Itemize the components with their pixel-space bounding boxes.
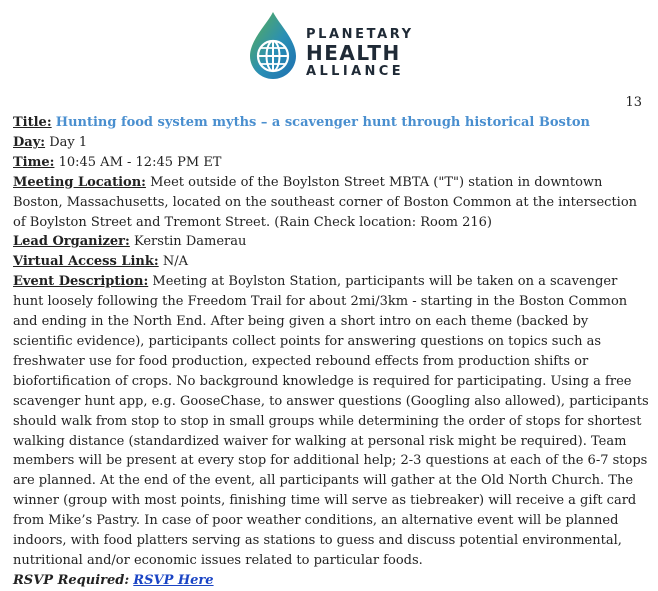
water-drop-globe-icon [246,10,300,82]
logo-line-health: HEALTH [306,41,401,65]
organizer-label: Lead Organizer: [13,234,130,250]
event-title: Hunting food system myths – a scavenger hunt through historical Boston [55,115,590,130]
day-label: Day: [13,134,46,150]
event-description: Meeting at Boylston Station, participants will be taken on a scavenger hunt loosely following the Freedom Trail for about 2mi/3km - starting in the Boston Common and ending in the North End. After being given a short intro on each theme (backed by scientific evidence), participants collect points for answering questions on topics such as freshwater use for food production, expected rebound effects from production shifts or biofortification of crops. No background knowledge is required for participating. Using a free scavenger hunt app, e.g. GooseChase, to answer questions (Googling also allowed), participants should walk from stop to stop in small groups while determining the order of stops for shortest walking distance (standardized waiver for walking at personal risk might be required). Team members will be present at every stop for additional help; 2-3 questions at each of the 6-7 stops are planned. At the end of the event, all participants will gather at the Old North Church. The winner (group with most points, finishing time will serve as tiebreaker) will receive a gift card from Mike’s Pastry. In case of poor weather conditions, an alternative event will be planned indoors, with food platters serving as stations to guess and discuss potential environmental, nutritional and/or economic issues related to particular foods. [13,274,649,568]
organizer-row [13,232,649,252]
event-details [13,113,649,591]
rsvp-label: RSVP Required: [13,572,130,588]
rsvp-link[interactable]: RSVP Here [133,572,214,588]
description-label: Event Description: [13,274,149,290]
event-virtual-link: N/A [162,254,188,270]
page-number: 13 [625,95,642,110]
planetary-health-alliance-logo [246,10,414,82]
event-organizer: Kerstin Damerau [133,234,247,250]
day-row [13,133,649,153]
time-row [13,153,649,173]
virtual-label: Virtual Access Link: [13,254,159,270]
logo-wordmark [306,28,414,78]
rsvp-row [13,571,649,591]
location-row [13,173,649,233]
description-row [13,272,649,571]
logo-line-planetary: PLANETARY [306,27,414,42]
event-day: Day 1 [49,134,88,150]
logo-line-alliance: ALLIANCE [306,64,405,79]
title-label: Title: [13,115,52,130]
title-row [13,113,649,133]
event-time: 10:45 AM - 12:45 PM ET [58,154,222,170]
time-label: Time: [13,154,55,170]
location-label: Meeting Location: [13,174,146,190]
event-location: Meet outside of the Boylston Street MBTA ("T") station in downtown Boston, Massachusetts, located on the southeast corner of Boston Common at the intersection of Boylston Street and Tremont Street. (Rain Check location: Room 216) [13,174,638,230]
virtual-row [13,252,649,272]
